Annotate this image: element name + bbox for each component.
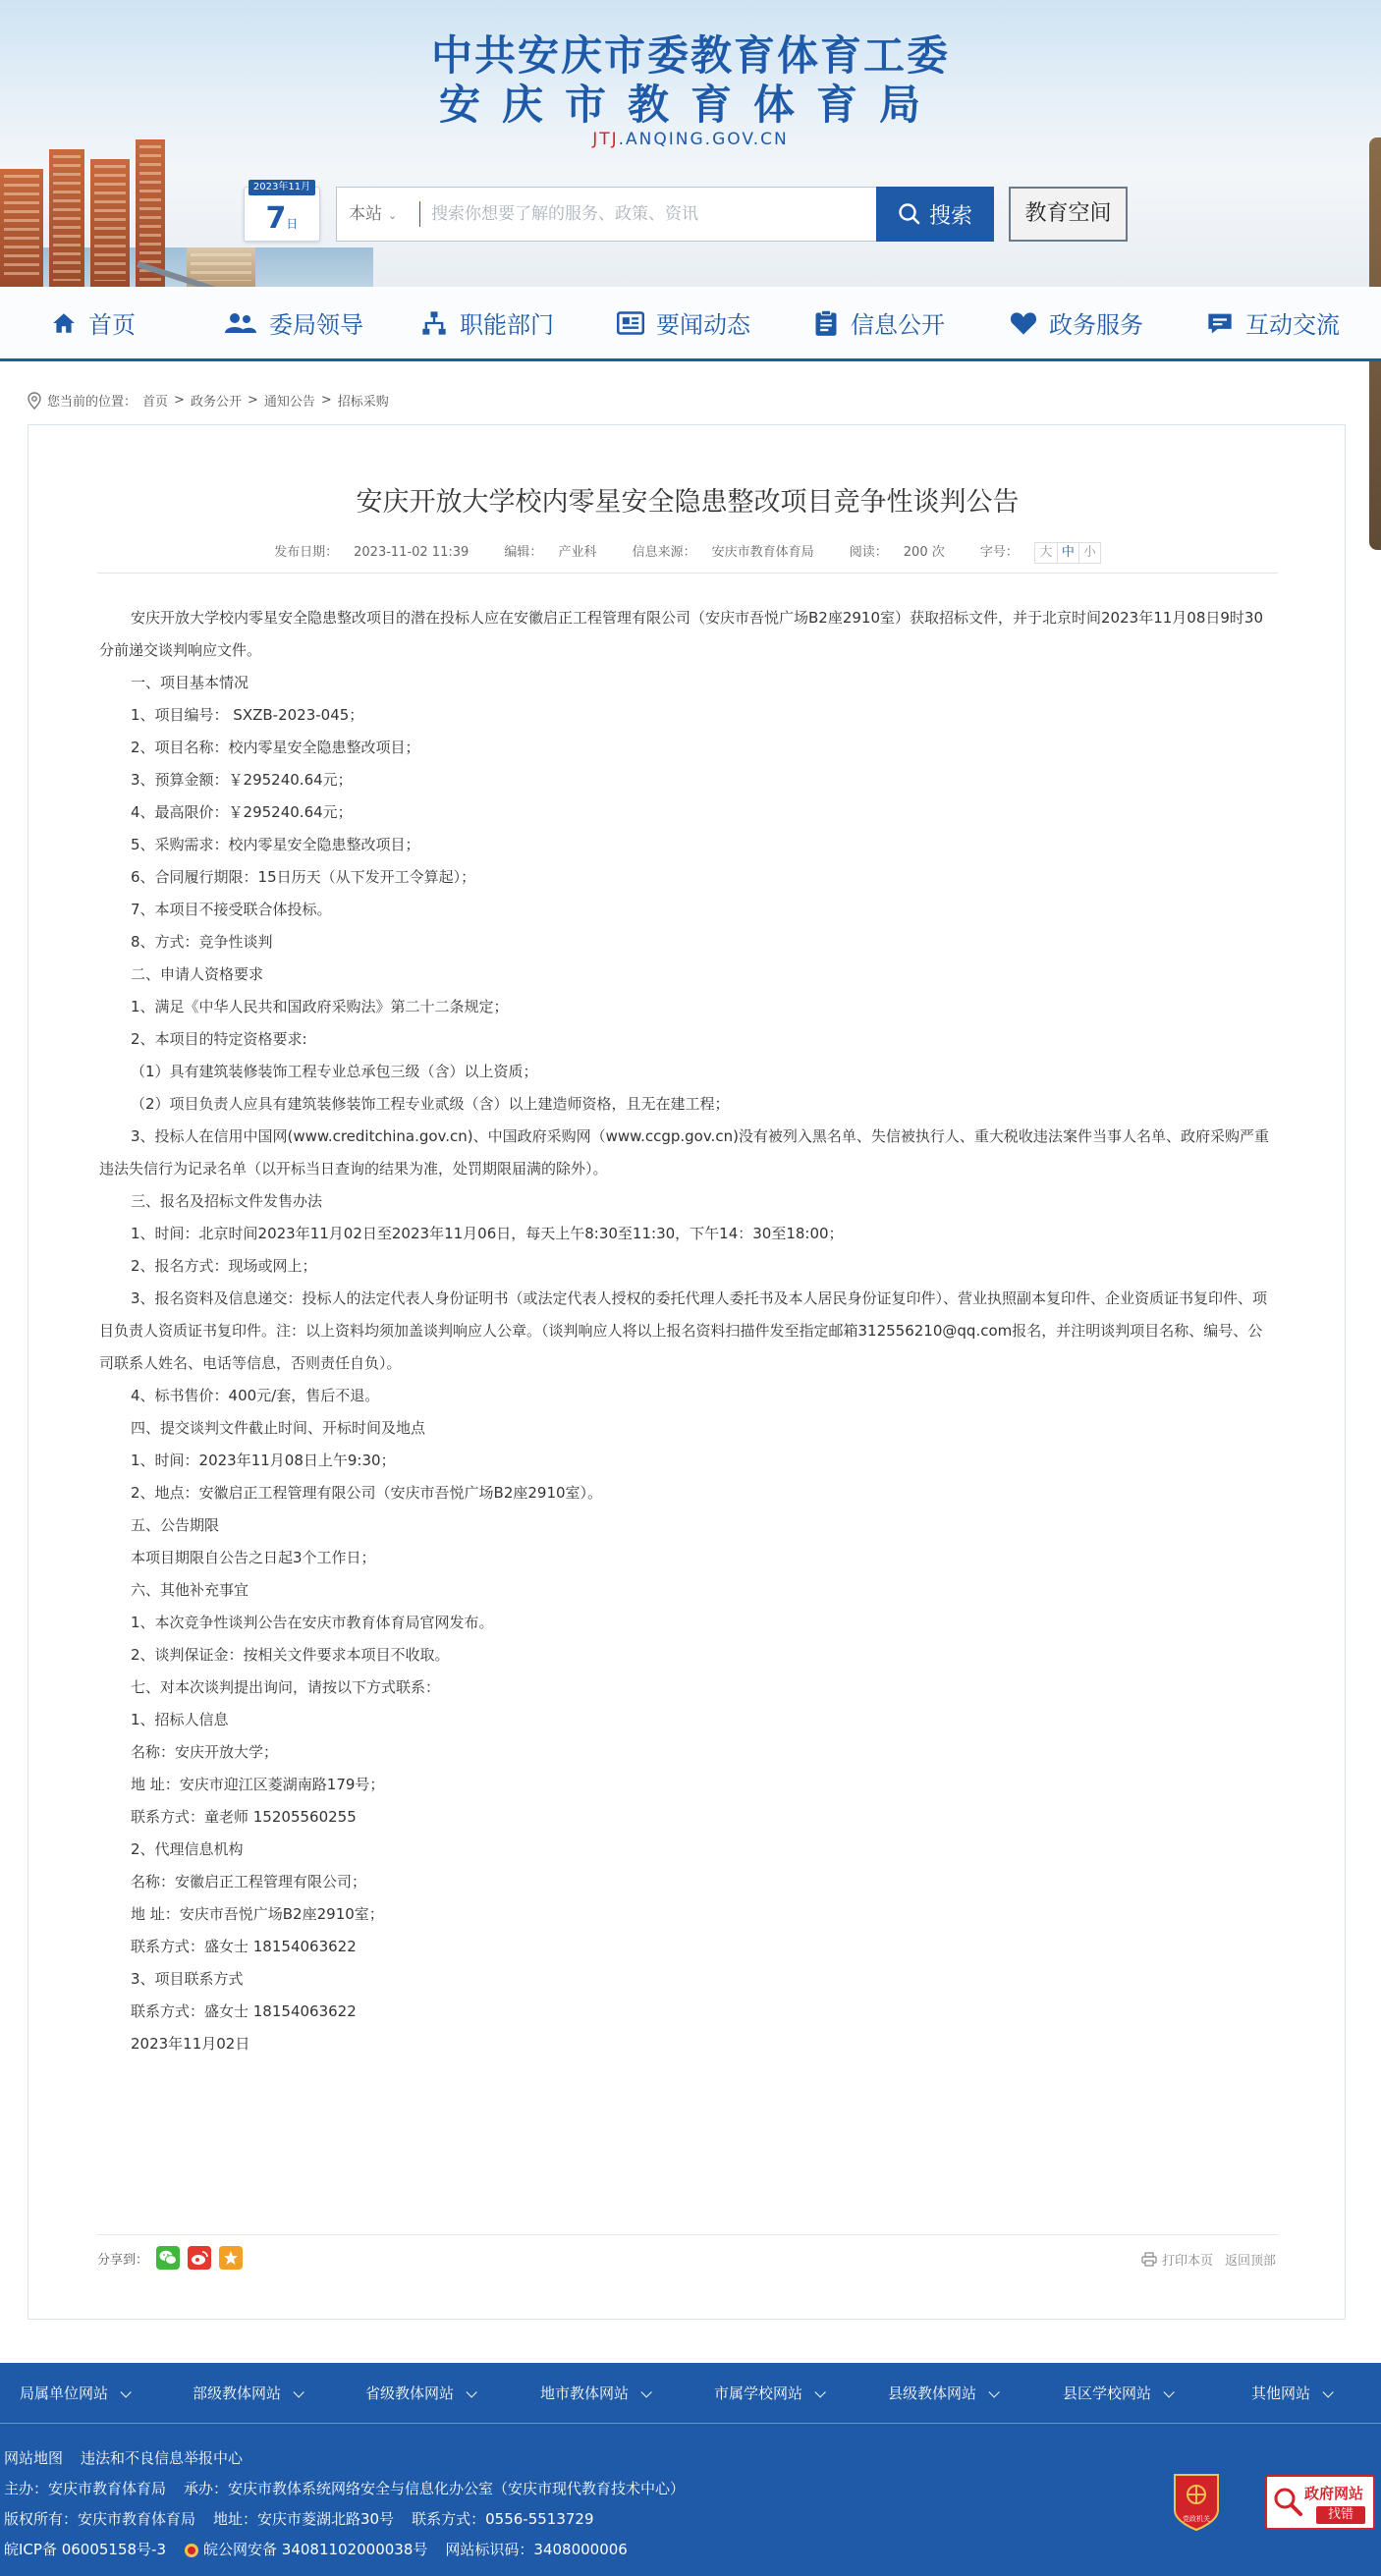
date-day-number: 7 (265, 201, 287, 236)
breadcrumb-separator: > (247, 393, 258, 408)
sitemap-link[interactable]: 网站地图 (4, 2449, 64, 2467)
main-nav (0, 287, 1381, 361)
fontsize-switcher (1034, 542, 1101, 564)
news-icon (617, 310, 644, 336)
footer-info (4, 2443, 685, 2565)
article-paragraph: 联系方式：童老师 15205560255 (131, 1808, 357, 1826)
footer-address: 地址：安庆市菱湖北路30号 (213, 2510, 395, 2528)
nav-item-departments[interactable] (420, 287, 554, 358)
chevron-down-icon (814, 2386, 825, 2397)
weibo-share-icon[interactable] (188, 2246, 211, 2270)
article-paragraph: 1、时间：北京时间2023年11月02日至2023年11月06日，每天上午8:30至11:30，下午14：30至18:00； (131, 1225, 844, 1242)
gov-badge-line2: 找错 (1316, 2506, 1365, 2524)
breadcrumb-prefix: 您当前的位置： (47, 395, 138, 410)
article-meta (28, 541, 1347, 564)
party-gov-emblem[interactable] (1171, 2471, 1222, 2532)
date-day-unit: 日 (286, 217, 299, 231)
meta-source: 信息来源： 安庆市教育体育局 (632, 545, 814, 560)
article-paragraph: 2、项目名称：校内零星安全隐患整改项目； (131, 739, 420, 756)
footer-host: 主办：安庆市教育体育局 (4, 2480, 167, 2497)
chevron-down-icon: ⌄ (388, 209, 398, 222)
chevron-down-icon (120, 2386, 131, 2397)
share-bar (97, 2246, 243, 2270)
breadcrumb-notices[interactable]: 通知公告 (263, 395, 315, 410)
article-paragraph: 三、报名及招标文件发售办法 (131, 1192, 323, 1210)
meta-fontsize: 字号： 大 中 小 (972, 545, 1109, 560)
title-divider (97, 573, 1278, 574)
article-paragraph: 联系方式：盛女士 18154063622 (131, 2002, 357, 2020)
footer-link-dropdown[interactable]: 地市教体网站 (540, 2363, 648, 2424)
article-paragraph: 1、本次竞争性谈判公告在安庆市教育体育局官网发布。 (131, 1614, 494, 1631)
wechat-share-icon[interactable] (156, 2246, 180, 2270)
nav-item-interaction[interactable] (1206, 287, 1340, 358)
fontsize-small[interactable]: 小 (1078, 543, 1100, 563)
site-footer (0, 2363, 1381, 2576)
footer-link-dropdown[interactable]: 其他网站 (1251, 2363, 1330, 2424)
fontsize-large[interactable]: 大 (1039, 544, 1053, 560)
footer-contact: 联系方式：0556-5513729 (412, 2510, 594, 2528)
footer-link-dropdown[interactable]: 县级教体网站 (888, 2363, 996, 2424)
article-paragraph: 2、本项目的特定资格要求: (131, 1030, 307, 1048)
nav-item-label: 委局领导 (269, 311, 363, 339)
article-paragraph: 2、报名方式：现场或网上； (131, 1257, 317, 1275)
nav-item-label: 信息公开 (851, 311, 945, 339)
magnifier-icon (1273, 2487, 1302, 2516)
document-icon (813, 309, 839, 337)
meta-reads: 阅读： 200 次 (849, 545, 945, 560)
article-paragraph: 七、对本次谈判提出询问，请按以下方式联系： (131, 1678, 441, 1696)
fontsize-medium[interactable]: 中 (1057, 543, 1078, 563)
printer-icon (1141, 2252, 1157, 2267)
article-paragraph: 5、采购需求：校内零星安全隐患整改项目； (131, 836, 420, 853)
article-paragraph: （1）具有建筑装修装饰工程专业总承包三级（含）以上资质； (131, 1063, 538, 1080)
site-url (0, 130, 1381, 149)
footer-link-dropdown[interactable]: 省级教体网站 (365, 2363, 473, 2424)
chat-icon (1206, 310, 1234, 336)
article-title: 安庆开放大学校内零星安全隐患整改项目竞争性谈判公告 (356, 487, 1020, 518)
search-icon (898, 202, 921, 226)
nav-item-label: 政务服务 (1049, 311, 1143, 339)
chevron-down-icon (1322, 2386, 1333, 2397)
article-paragraph: 名称：安徽启正工程管理有限公司； (131, 1873, 367, 1891)
article-paragraph: 1、时间：2023年11月08日上午9:30； (131, 1452, 396, 1469)
back-to-top-link[interactable]: 返回顶部 (1224, 2254, 1276, 2269)
chevron-down-icon (466, 2386, 476, 2397)
article-paragraph: 3、项目联系方式 (131, 1970, 244, 1988)
article-paragraph: 2023年11月02日 (131, 2035, 250, 2053)
article-paragraph: 1、项目编号： SXZB-2023-045； (131, 706, 364, 724)
article-paragraph: 7、本项目不接受联合体投标。 (131, 901, 332, 918)
breadcrumb-separator: > (320, 393, 332, 408)
article-paragraph: 2、代理信息机构 (131, 1840, 244, 1858)
article-paragraph: 3、投标人在信用中国网(www.creditchina.gov.cn)、中国政府采购网（www.ccgp.gov.cn)没有被列入黑名单、失信被执行人、重大税收违法案件当事人名单、政府采购严重违法失信行为记录名单（以开标当日查询的结果为准，处罚期限届满的除外）。 (99, 1127, 1269, 1178)
article-paragraph: 2、地点：安徽启正工程管理有限公司（安庆市吾悦广场B2座2910室）。 (131, 1484, 603, 1502)
article-paragraph: 地 址：安庆市迎江区菱湖南路179号； (131, 1776, 385, 1793)
emblem-caption: 党政机关 (1183, 2515, 1210, 2523)
article-paragraph: 联系方式：盛女士 18154063622 (131, 1938, 357, 1955)
print-bar (1141, 2250, 1276, 2269)
nav-item-label: 要闻动态 (656, 311, 750, 339)
print-label: 打印本页 (1161, 2254, 1213, 2269)
search-input[interactable] (431, 188, 878, 241)
logo-title-line1: 中共安庆市委教育体育工委 (430, 31, 950, 80)
nav-item-label: 互动交流 (1245, 311, 1340, 339)
nav-item-news[interactable] (617, 287, 750, 358)
article-paragraph: 名称：安庆开放大学； (131, 1743, 279, 1761)
footer-undertaker: 承办：安庆市教体系统网络安全与信息化办公室（安庆市现代教育技术中心） (184, 2480, 686, 2497)
people-icon (224, 310, 257, 336)
gov-site-error-report-badge[interactable] (1265, 2475, 1375, 2530)
site-url-rest: .ANQING.GOV.CN (618, 130, 789, 149)
chevron-down-icon (640, 2386, 651, 2397)
search-bar (336, 187, 994, 242)
chevron-down-icon (1163, 2386, 1174, 2397)
article-paragraph: 3、预算金额：￥295240.64元； (131, 771, 353, 789)
article-paragraph: 五、公告期限 (131, 1516, 220, 1534)
site-id: 网站标识码：3408000006 (445, 2541, 628, 2558)
article-paragraph: 4、最高限价：￥295240.64元； (131, 803, 353, 821)
meta-publish-date: 发布日期： 2023-11-02 11:39 (274, 545, 470, 560)
footer-link-dropdown[interactable]: 市属学校网站 (714, 2363, 822, 2424)
article-paragraph: 4、标书售价：400元/套，售后不退。 (131, 1387, 380, 1404)
breadcrumb-home[interactable]: 首页 (142, 395, 169, 410)
nav-item-label: 首页 (88, 311, 136, 339)
gov-badge-line1: 政府网站 (1304, 2485, 1364, 2502)
article-body (99, 602, 1276, 2060)
search-button[interactable] (876, 187, 994, 242)
article-paragraph: 8、方式：竞争性谈判 (131, 933, 273, 951)
nav-item-gov-services[interactable] (1010, 287, 1143, 358)
edu-space-button[interactable]: 教育空间 (1009, 187, 1128, 242)
share-divider (97, 2234, 1278, 2235)
article-paragraph: 本项目期限自公告之日起3个工作日； (131, 1549, 376, 1566)
report-center-link[interactable]: 违法和不良信息举报中心 (81, 2449, 244, 2467)
footer-link-dropdown[interactable]: 部级教体网站 (193, 2363, 301, 2424)
article-paragraph: 四、提交谈判文件截止时间、开标时间及地点 (131, 1419, 426, 1437)
share-label: 分享到： (97, 2252, 149, 2268)
police-record-link[interactable]: 皖公网安备 34081102000038号 (184, 2535, 427, 2565)
article-paragraph: 六、其他补充事宜 (131, 1581, 249, 1599)
breadcrumb-separator: > (174, 393, 185, 408)
date-day (245, 201, 319, 236)
article-paragraph: （2）项目负责人应具有建筑装修装饰工程专业贰级（含）以上建造师资格，且无在建工程； (131, 1095, 730, 1113)
article-paragraph: 1、满足《中华人民共和国政府采购法》第二十二条规定； (131, 998, 509, 1015)
article-paragraph: 2、谈判保证金：按相关文件要求本项目不收取。 (131, 1646, 450, 1664)
date-year-month: 2023年11月 (249, 180, 315, 195)
qzone-share-icon[interactable] (219, 2246, 243, 2270)
print-button[interactable] (1141, 2250, 1213, 2269)
footer-link-dropdown[interactable]: 县区学校网站 (1063, 2363, 1171, 2424)
nav-item-leaders[interactable] (224, 287, 363, 358)
home-icon (51, 310, 77, 336)
nav-item-info-disclosure[interactable] (813, 287, 945, 358)
breadcrumb (28, 391, 389, 410)
article-paragraph: 二、申请人资格要求 (131, 965, 264, 983)
article-panel (28, 424, 1346, 2320)
icp-link[interactable]: 皖ICP备 06005158号-3 (4, 2541, 167, 2558)
article-paragraph: 6、合同履行期限：15日历天（从下发开工令算起）； (131, 868, 476, 886)
chevron-down-icon (293, 2386, 304, 2397)
breadcrumb-procurement[interactable]: 招标采购 (337, 395, 389, 410)
nav-item-home[interactable] (51, 287, 136, 358)
date-badge (244, 182, 320, 242)
footer-link-dropdown[interactable]: 局属单位网站 (20, 2363, 128, 2424)
meta-editor: 编辑： 产业科 (504, 545, 597, 560)
org-chart-icon (420, 309, 448, 337)
article-paragraph: 地 址：安庆市吾悦广场B2座2910室； (131, 1905, 384, 1923)
search-button-label: 搜索 (928, 203, 972, 229)
breadcrumb-public-affairs[interactable]: 政务公开 (190, 395, 242, 410)
nav-item-label: 职能部门 (460, 311, 554, 339)
site-url-prefix: JTJ (592, 130, 619, 149)
police-badge-icon (184, 2543, 199, 2558)
search-scope-select[interactable] (337, 188, 421, 241)
search-scope-label: 本站 (349, 204, 382, 224)
article-paragraph: 安庆开放大学校内零星安全隐患整改项目的潜在投标人应在安徽启正工程管理有限公司（安庆市吾悦广场B2座2910室）获取招标文件，并于北京时间2023年11月08日9时30分前递交谈判响应文件。 (99, 609, 1263, 659)
site-header (0, 0, 1381, 287)
heart-icon (1010, 310, 1037, 336)
article-paragraph: 3、报名资料及信息递交：投标人的法定代表人身份证明书（或法定代表人授权的委托代理人委托书及本人居民身份证复印件）、营业执照副本复印件、企业资质证书复印件、项目负责人资质证书复印件。注：以上资料均须加盖谈判响应人公章。（谈判响应人将以上报名资料扫描件发至指定邮箱312556210@qq.com报名，并注明谈判项目名称、编号、公司联系人姓名、电话等信息，否则责任自负）。 (99, 1289, 1268, 1372)
article-paragraph: 一、项目基本情况 (131, 674, 249, 691)
footer-links-bar (0, 2363, 1381, 2424)
logo-title-line2: 安庆市教育体育局 (438, 81, 942, 129)
search-divider (419, 201, 420, 227)
footer-copyright: 版权所有：安庆市教育体育局 (4, 2510, 196, 2528)
article-paragraph: 1、招标人信息 (131, 1711, 229, 1728)
chevron-down-icon (988, 2386, 999, 2397)
location-pin-icon (28, 392, 41, 410)
